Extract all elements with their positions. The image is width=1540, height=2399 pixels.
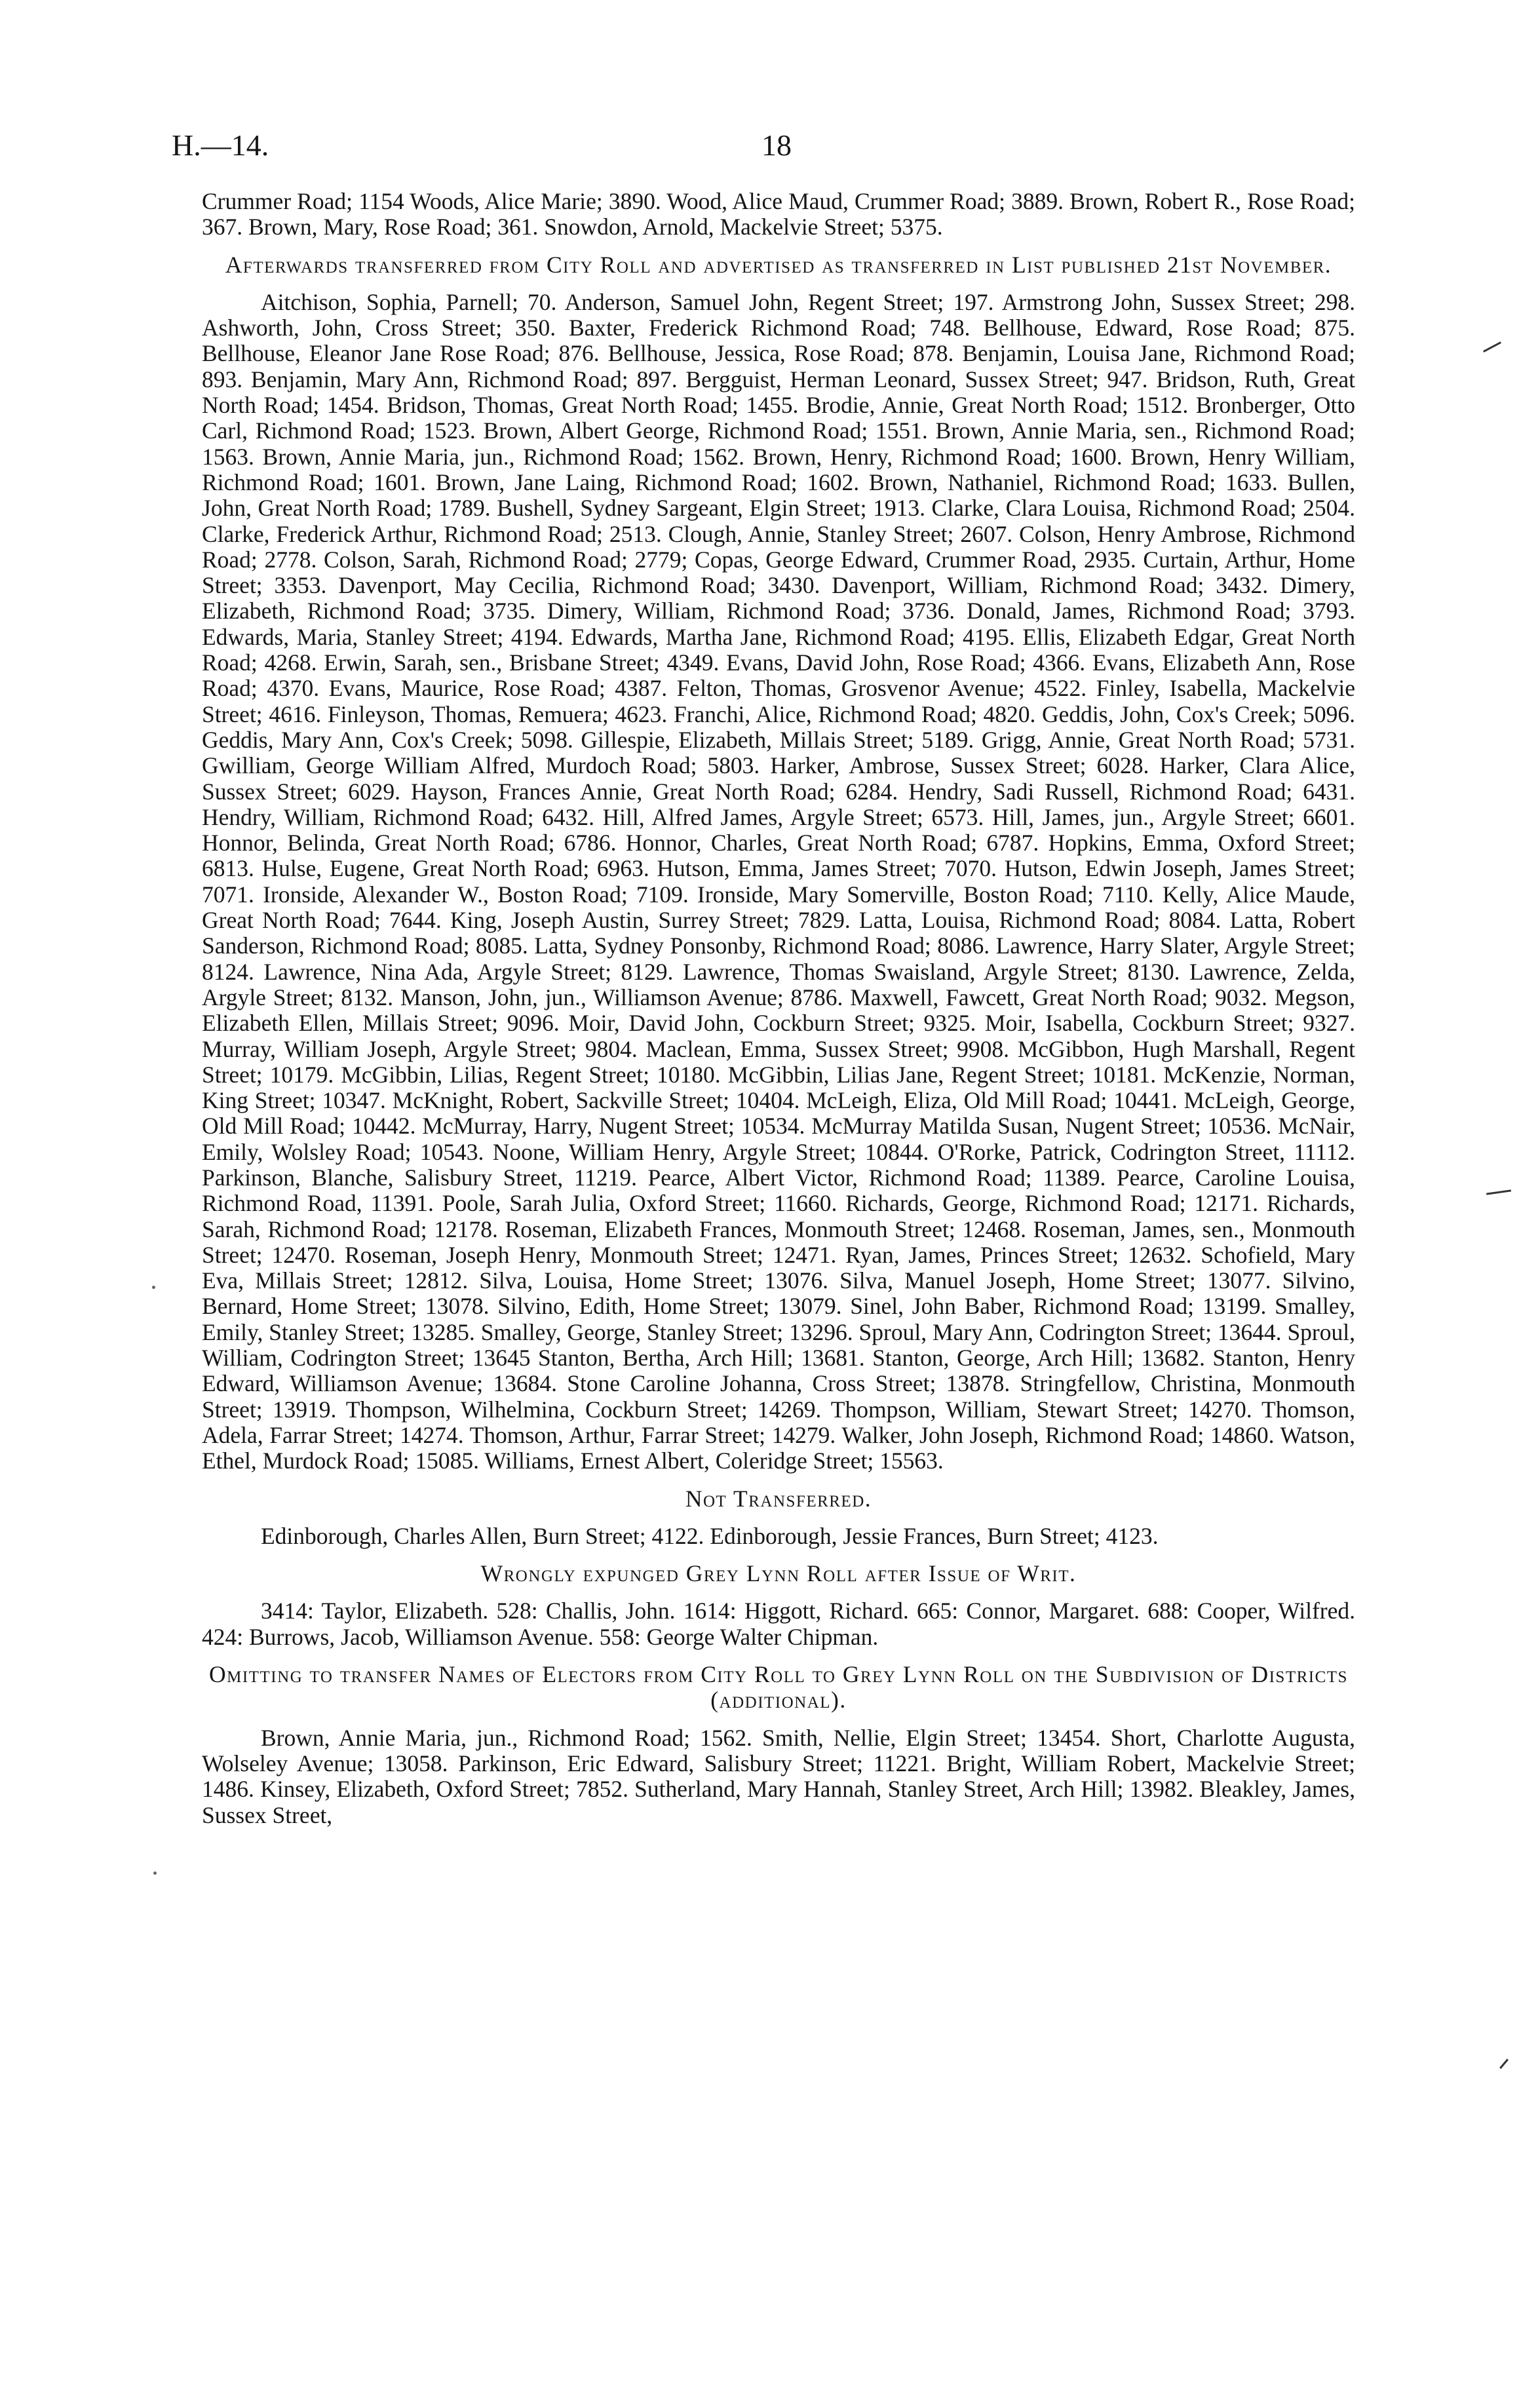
document-reference: H.—14.	[172, 128, 269, 162]
section-heading-transferred-from-city-roll: Afterwards transferred from City Roll and advertised as transferred in List published 21st November.	[225, 251, 1332, 278]
margin-mark	[1483, 341, 1501, 353]
section-text-omitting-to-transfer: Brown, Annie Maria, jun., Richmond Road; 1562. Smith, Nellie, Elgin Street; 13454. Short, Charlotte Augusta, Wolseley Avenue; 13058. Parkinson, Eric Edward, Salisbury Street; 11221. Bright, William Robert, Mackelvie Street; 1486. Kinsey, Elizabeth, Oxford Street; 7852. Sutherland, Mary Hannah, Stanley Street, Arch Hill; 13982. Bleakley, James, Sussex Street,	[202, 1724, 1355, 1828]
page-number: 18	[761, 128, 792, 162]
section-text-not-transferred: Edinborough, Charles Allen, Burn Street; 4122. Edinborough, Jessie Frances, Burn Street; 4123.	[261, 1522, 1159, 1549]
page-header	[0, 128, 1540, 174]
section-heading-wrongly-expunged: Wrongly expunged Grey Lynn Roll after Issue of Writ.	[480, 1560, 1077, 1587]
scan-speck	[153, 1871, 157, 1875]
page-body	[202, 189, 1355, 1828]
scan-speck	[152, 1286, 155, 1289]
continued-paragraph: Crummer Road; 1154 Woods, Alice Marie; 3890. Wood, Alice Maud, Crummer Road; 3889. Brown, Robert R., Rose Road; 367. Brown, Mary, Rose Road; 361. Snowdon, Arnold, Mackelvie Street; 5375.	[202, 188, 1355, 240]
margin-mark	[1486, 1189, 1511, 1195]
section-heading-omitting-to-transfer: Omitting to transfer Names of Electors from City Roll to Grey Lynn Roll on the Subdivision of Districts (additional).	[209, 1661, 1348, 1714]
margin-mark	[1499, 2059, 1509, 2069]
section-heading-not-transferred: Not Transferred.	[685, 1485, 872, 1512]
section-text-transferred-from-city-roll: Aitchison, Sophia, Parnell; 70. Anderson, Samuel John, Regent Street; 197. Armstrong John, Sussex Street; 298. Ashworth, John, Cross Street; 350. Baxter, Frederick Richmond Road; 748. Bellhouse, Edward, Rose Road; 875. Bellhouse, Eleanor Jane Rose Road; 876. Bellhouse, Jessica, Rose Road; 878. Benjamin, Louisa Jane, Richmond Road; 893. Benjamin, Mary Ann, Richmond Road; 897. Bergguist, Herman Leonard, Sussex Street; 947. Bridson, Ruth, Great North Road; 1454. Bridson, Thomas, Great North Road; 1455. Brodie, Annie, Great North Road; 1512. Bronberger, Otto Carl, Richmond Road; 1523. Brown, Albert George, Richmond Road; 1551. Brown, Annie Maria, sen., Richmond Road; 1563. Brown, Annie Maria, jun., Richmond Road; 1562. Brown, Henry, Richmond Road; 1600. Brown, Henry William, Richmond Road; 1601. Brown, Jane Laing, Richmond Road; 1602. Brown, Nathaniel, Richmond Road; 1633. Bullen, John, Great North Road; 1789. Bushell, Sydney Sargeant, Elgin Street; 1913. Clarke, Clara Louisa, Richmond Road; 2504. Clarke, Frederick Arthur, Richmond Road; 2513. Clough, Annie, Stanley Street; 2607. Colson, Henry Ambrose, Richmond Road; 2778. Colson, Sarah, Richmond Road; 2779; Copas, George Edward, Crummer Road, 2935. Curtain, Arthur, Home Street; 3353. Davenport, May Cecilia, Richmond Road; 3430. Davenport, William, Richmond Road; 3432. Dimery, Elizabeth, Richmond Road; 3735. Dimery, William, Richmond Road; 3736. Donald, James, Richmond Road; 3793. Edwards, Maria, Stanley Street; 4194. Edwards, Martha Jane, Richmond Road; 4195. Ellis, Elizabeth Edgar, Great North Road; 4268. Erwin, Sarah, sen., Brisbane Street; 4349. Evans, David John, Rose Road; 4366. Evans, Elizabeth Ann, Rose Road; 4370. Evans, Maurice, Rose Road; 4387. Felton, Thomas, Grosvenor Avenue; 4522. Finley, Isabella, Mackelvie Street; 4616. Finleyson, Thomas, Remuera; 4623. Franchi, Alice, Richmond Road; 4820. Geddis, John, Cox's Creek; 5096. Geddis, Mary Ann, Cox's Creek; 5098. Gillespie, Elizabeth, Millais Street; 5189. Grigg, Annie, Great North Road; 5731. Gwilliam, George William Alfred, Murdoch Road; 5803. Harker, Ambrose, Sussex Street; 6028. Harker, Clara Alice, Sussex Street; 6029. Hayson, Frances Annie, Great North Road; 6284. Hendry, Sadi Russell, Richmond Road; 6431. Hendry, William, Richmond Road; 6432. Hill, Alfred James, Argyle Street; 6573. Hill, James, jun., Argyle Street; 6601. Honnor, Belinda, Great North Road; 6786. Honnor, Charles, Great North Road; 6787. Hopkins, Emma, Oxford Street; 6813. Hulse, Eugene, Great North Road; 6963. Hutson, Emma, James Street; 7070. Hutson, Edwin Joseph, James Street; 7071. Ironside, Alexander W., Boston Road; 7109. Ironside, Mary Somerville, Boston Road; 7110. Kelly, Alice Maude, Great North Road; 7644. King, Joseph Austin, Surrey Street; 7829. Latta, Louisa, Richmond Road; 8084. Latta, Robert Sanderson, Richmond Road; 8085. Latta, Sydney Ponsonby, Richmond Road; 8086. Lawrence, Harry Slater, Argyle Street; 8124. Lawrence, Nina Ada, Argyle Street; 8129. Lawrence, Thomas Swaisland, Argyle Street; 8130. Lawrence, Zelda, Argyle Street; 8132. Manson, John, jun., Williamson Avenue; 8786. Maxwell, Fawcett, Great North Road; 9032. Megson, Elizabeth Ellen, Millais Street; 9096. Moir, David John, Cockburn Street; 9325. Moir, Isabella, Cockburn Street; 9327. Murray, William Joseph, Argyle Street; 9804. Maclean, Emma, Sussex Street; 9908. McGibbon, Hugh Marshall, Regent Street; 10179. McGibbin, Lilias, Regent Street; 10180. McGibbin, Lilias Jane, Regent Street; 10181. McKenzie, Norman, King Street; 10347. McKnight, Robert, Sackville Street; 10404. McLeigh, Eliza, Old Mill Road; 10441. McLeigh, George, Old Mill Road; 10442. McMurray, Harry, Nugent Street; 10534. McMurray Matilda Susan, Nugent Street; 10536. McNair, Emily, Wolsley Road; 10543. Noone, William Henry, Argyle Street; 10844. O'Rorke, Patrick, Codrington Street, 11112. Parkinson, Blanche, Salisbury Street, 11219. Pearce, Albert Victor, Richmond Road; 11389. Pearce, Caroline Louisa, Richmond Road, 11391. Poole, Sarah Julia, Oxford Street; 11660. Richards, George, Richmond Road; 12171. Richards, Sarah, Richmond Road; 12178. Roseman, Elizabeth Frances, Monmouth Street; 12468. Roseman, James, sen., Monmouth Street; 12470. Roseman, Joseph Henry, Monmouth Street; 12471. Ryan, James, Princes Street; 12632. Schofield, Mary Eva, Millais Street; 12812. Silva, Louisa, Home Street; 13076. Silva, Manuel Joseph, Home Street; 13077. Silvino, Bernard, Home Street; 13078. Silvino, Edith, Home Street; 13079. Sinel, John Baber, Richmond Road; 13199. Smalley, Emily, Stanley Street; 13285. Smalley, George, Stanley Street; 13296. Sproul, Mary Ann, Codrington Street; 13644. Sproul, William, Codrington Street; 13645 Stanton, Bertha, Arch Hill; 13681. Stanton, George, Arch Hill; 13682. Stanton, Henry Edward, Williamson Avenue; 13684. Stone Caroline Johanna, Cross Street; 13878. Stringfellow, Christina, Monmouth Street; 13919. Thompson, Wilhelmina, Cockburn Street; 14269. Thompson, William, Stewart Street; 14270. Thomson, Adela, Farrar Street; 14274. Thomson, Arthur, Farrar Street; 14279. Walker, John Joseph, Richmond Road; 14860. Watson, Ethel, Murdock Road; 15085. Williams, Ernest Albert, Coleridge Street; 15563.	[202, 288, 1355, 1474]
section-text-wrongly-expunged: 3414: Taylor, Elizabeth. 528: Challis, John. 1614: Higgott, Richard. 665: Connor, Margaret. 688: Cooper, Wilfred. 424: Burrows, Jacob, Williamson Avenue. 558: George Walter Chipman.	[202, 1598, 1355, 1650]
